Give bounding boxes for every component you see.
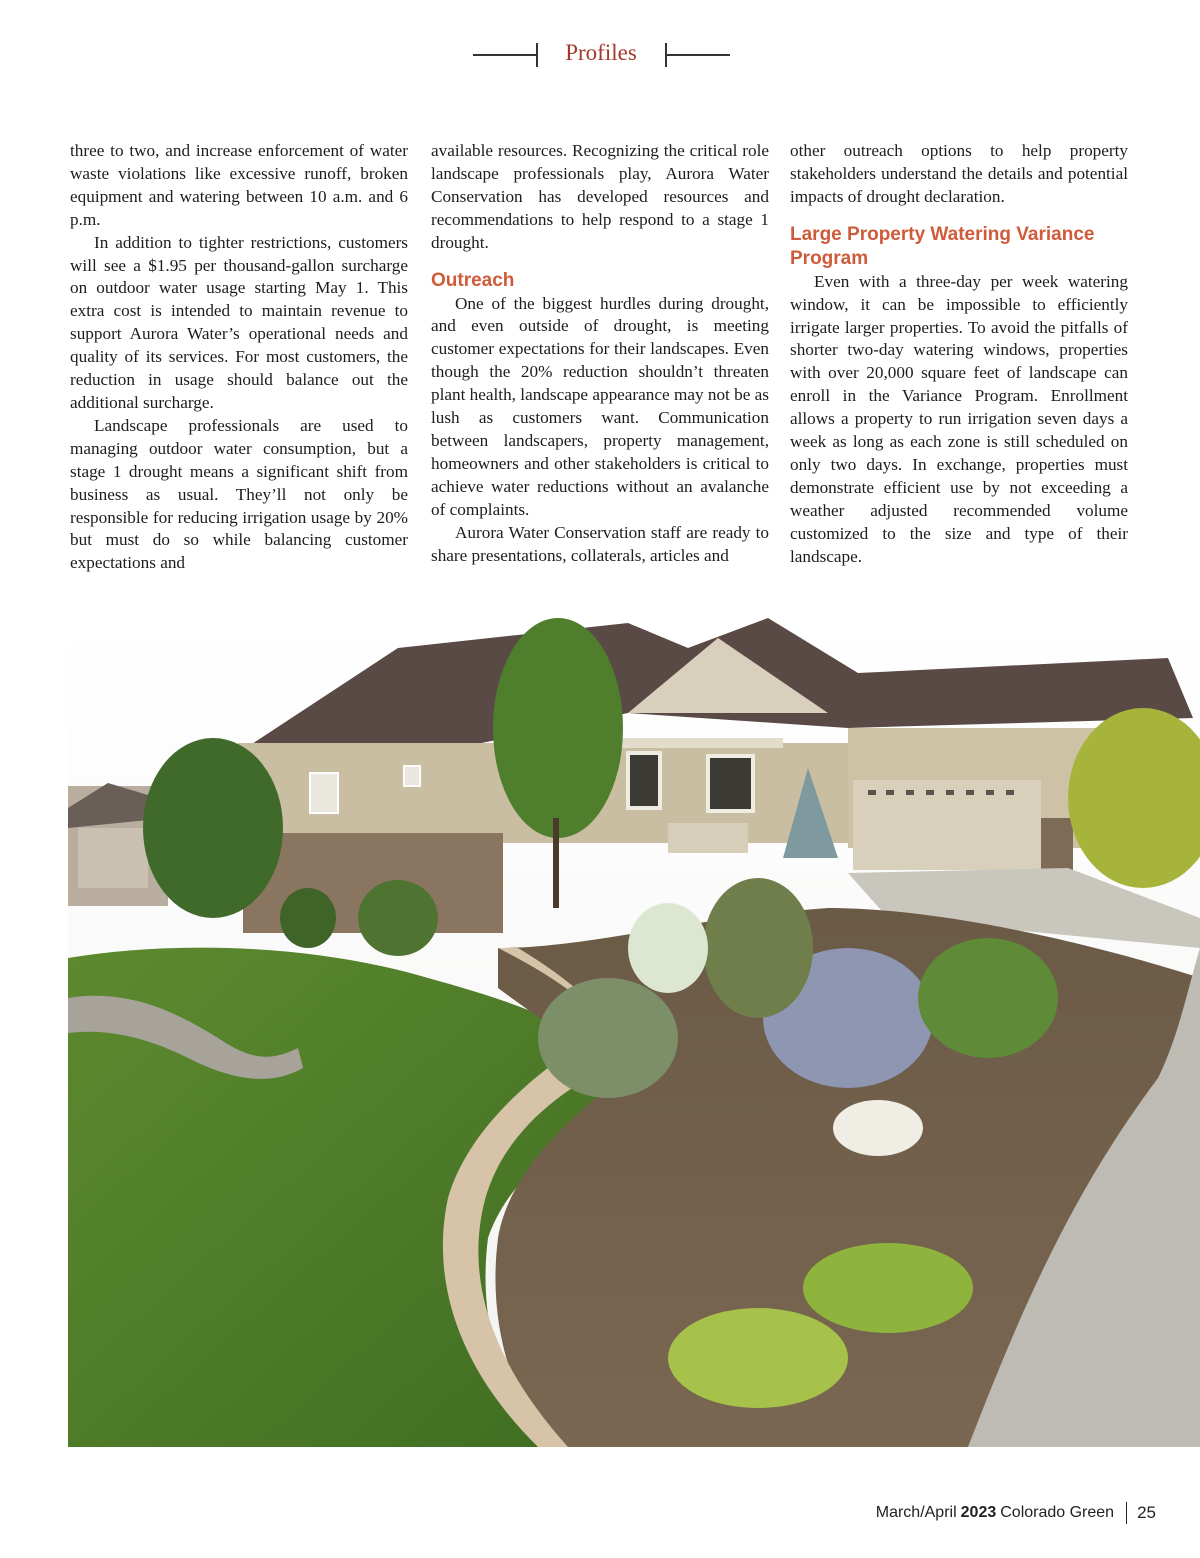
paragraph: other outreach options to help property stakeholders understand the details and potential impacts of drought declaration.: [790, 141, 1128, 206]
article-column-3: [790, 140, 1128, 569]
article-column-1: [70, 140, 408, 575]
page-header: [0, 38, 1200, 72]
page-number: 25: [1137, 1503, 1156, 1522]
header-rule-left: [473, 54, 537, 56]
section-title: Profiles: [565, 40, 637, 65]
paragraph: Aurora Water Conservation staff are ready to share presentations, collaterals, articles and: [431, 522, 769, 565]
footer-year: 2023: [960, 1504, 997, 1521]
article-column-2: [431, 140, 769, 567]
footer-issue: March/April: [875, 1504, 957, 1521]
page-footer: [876, 1500, 1156, 1526]
paragraph: Landscape professionals are used to managing outdoor water consumption, but a stage 1 drought means a significant shift from business as usual. They’ll not only be responsible for reducing irrigation usage by 20% but must do so while balancing customer expectations and: [70, 415, 408, 573]
paragraph: In addition to tighter restrictions, customers will see a $1.95 per thousand-gallon surcharge on outdoor water usage starting May 1. This extra cost is intended to maintain revenue to support Aurora Water’s operational needs and quality of its services. For most customers, the reduction in usage should balance out the additional surcharge.: [70, 232, 408, 412]
landscape-photo: [68, 618, 1200, 1447]
paragraph: three to two, and increase enforcement of water waste violations like excessive runoff, broken equipment and watering between 10 a.m. and 6 p.m.: [70, 141, 408, 229]
paragraph: Even with a three-day per week watering window, it can be impossible to efficiently irrigate larger properties. To avoid the pitfalls of shorter two-day watering windows, properties with over 20,000 square feet of landscape can enroll in the Variance Program. Enrollment allows a property to run irrigation seven days a week as long as each zone is still scheduled on only two days. In exchange, properties must demonstrate efficient use by not exceeding a weather adjusted recommended volume customized to the size and type of their landscape.: [790, 271, 1128, 566]
header-rule-right: [666, 54, 730, 56]
paragraph: available resources. Recognizing the critical role landscape professionals play, Aurora Water Conservation has developed resources and recommendations to help respond to a stage 1 drought.: [431, 141, 769, 252]
footer-divider: [1126, 1502, 1127, 1524]
paragraph: One of the biggest hurdles during drought, and even outside of drought, is meeting customer expectations for their landscapes. Even though the 20% reduction shouldn’t threaten plant health, landscape appearance may not be as lush as customers want. Communication between landscapers, property management, homeowners and other stakeholders is critical to achieve water reductions without an avalanche of complaints.: [431, 293, 769, 519]
footer-magazine: Colorado Green: [1000, 1504, 1115, 1521]
subheading-outreach: Outreach: [431, 269, 515, 291]
header-tick-left: [536, 43, 538, 67]
subheading-variance-program: Large Property Watering Variance Program: [790, 223, 1095, 269]
